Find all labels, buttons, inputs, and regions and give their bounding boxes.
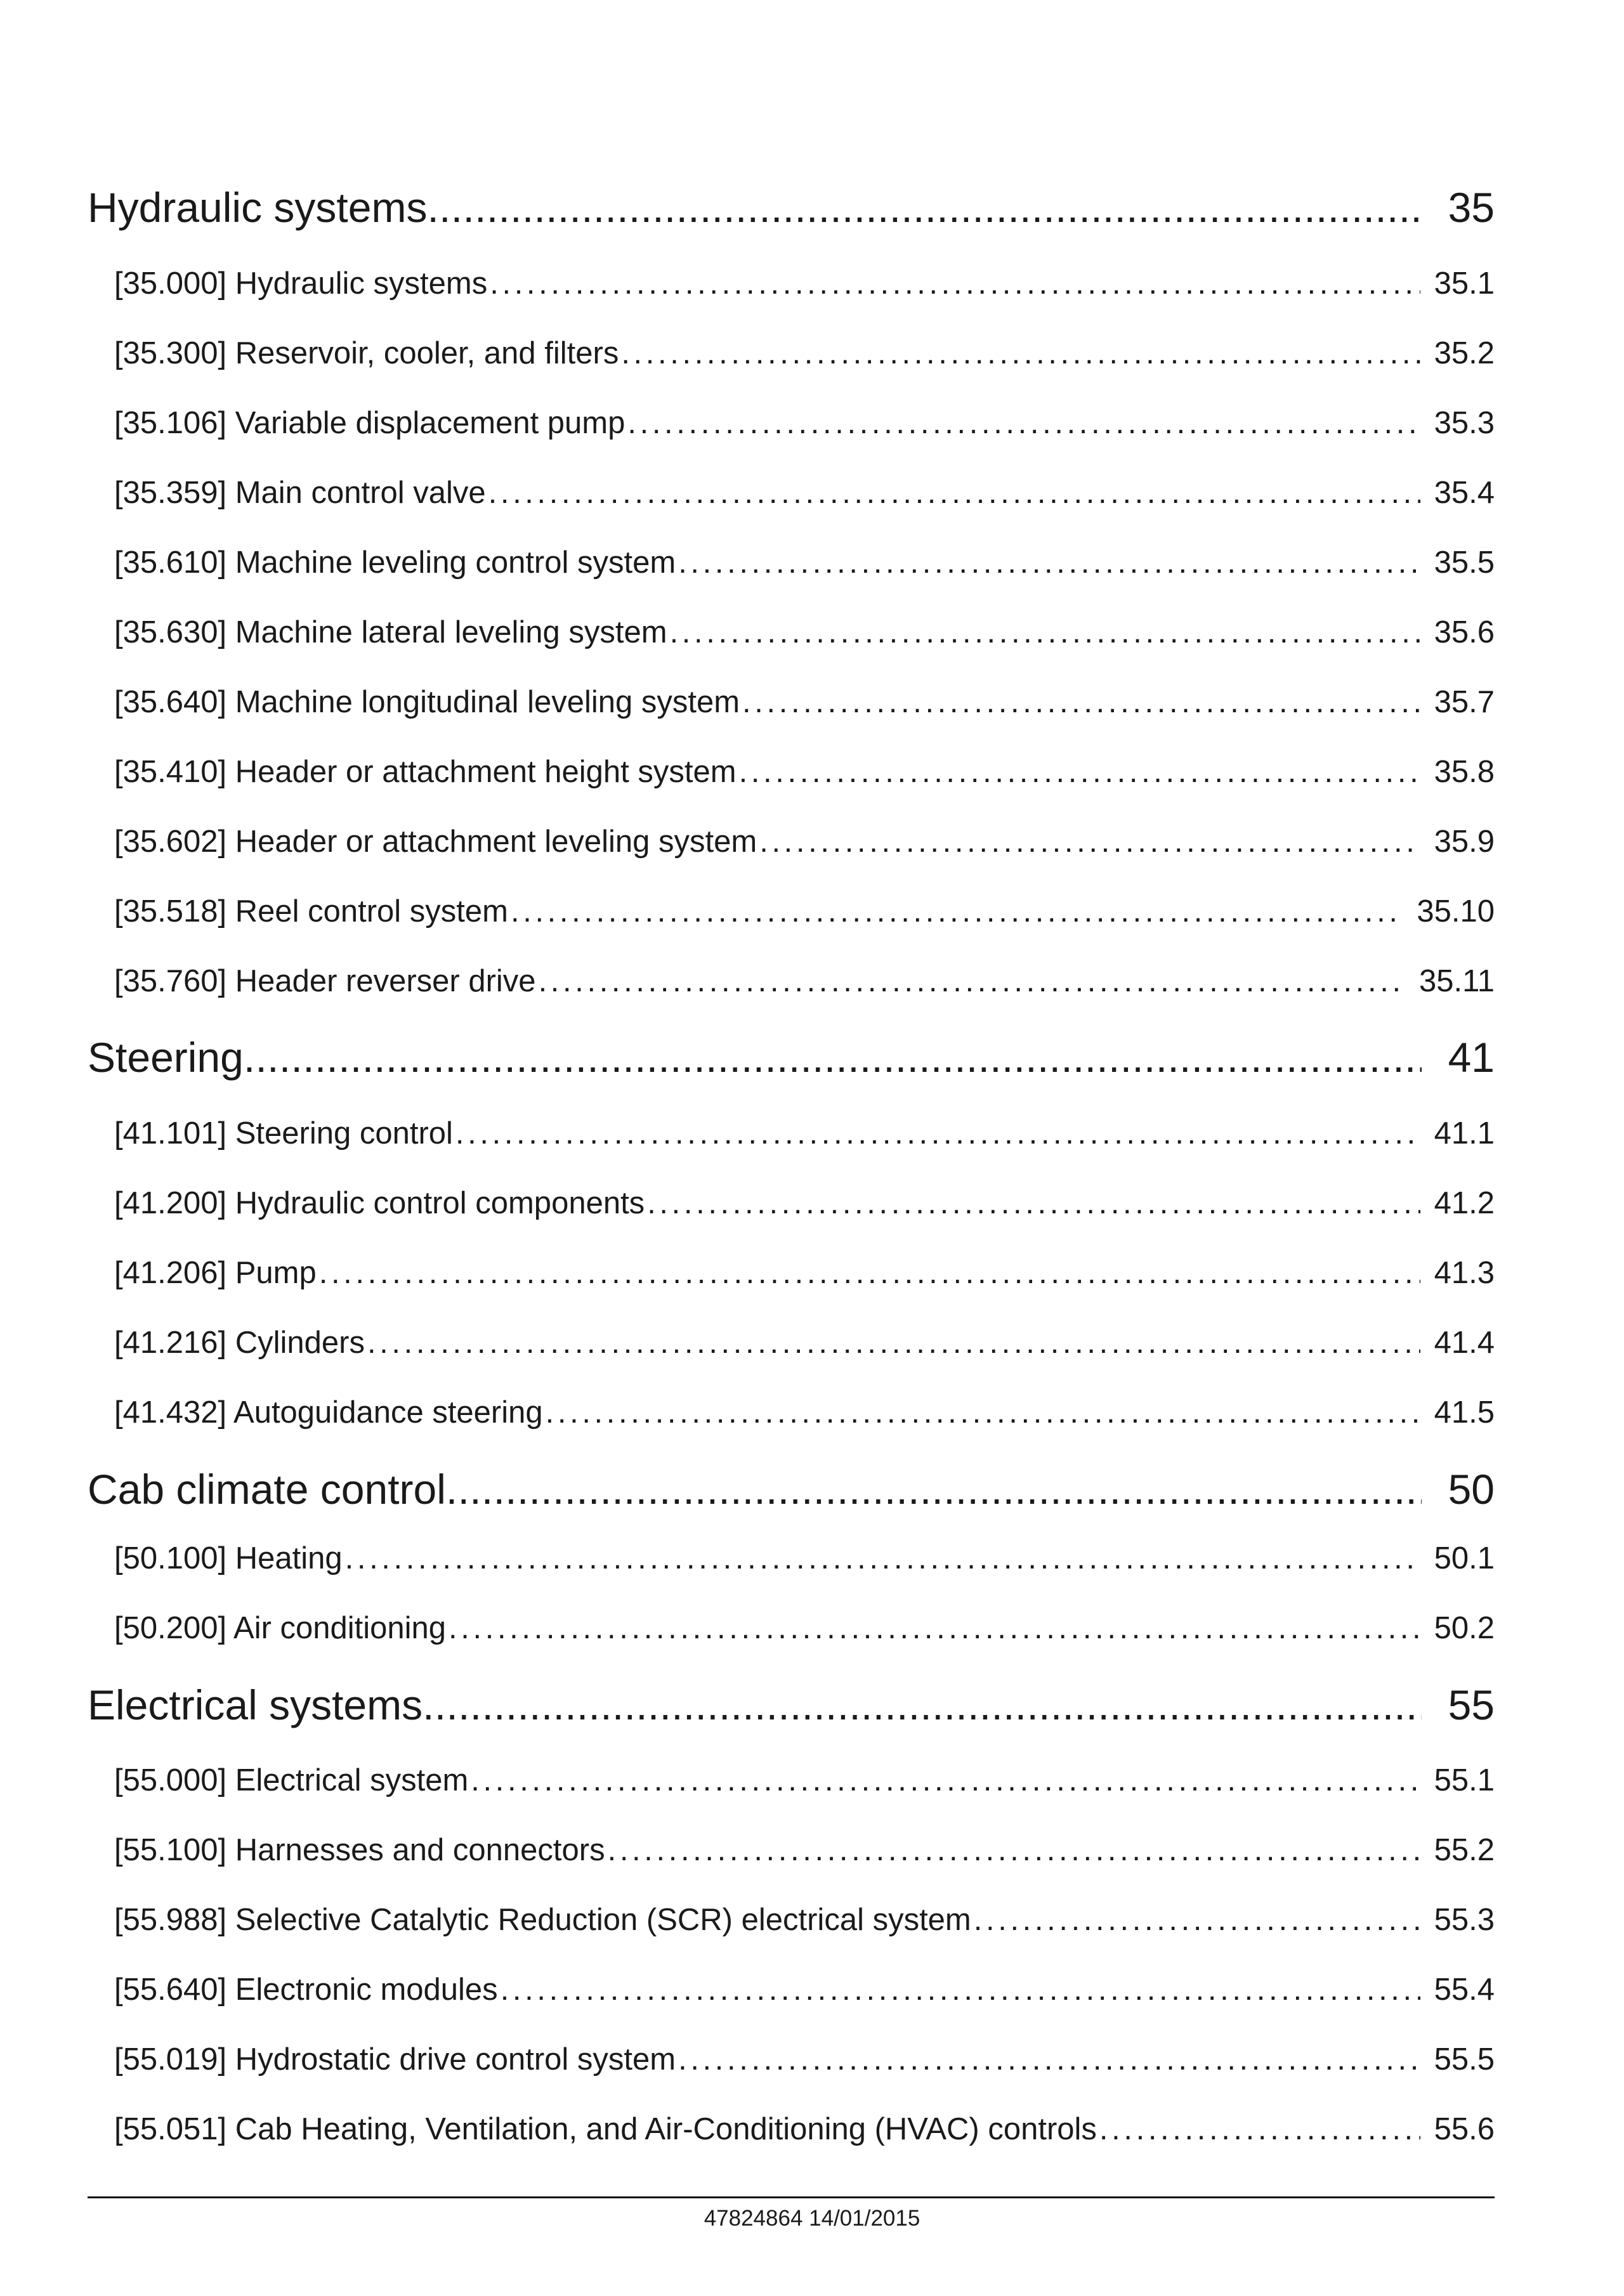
toc-entry-page: 35.3 <box>1434 406 1495 440</box>
dot-leader <box>468 1758 1420 1803</box>
toc-section-title: Electrical systems <box>88 1681 423 1728</box>
toc-entry-title: [55.100] Harnesses and connectors <box>114 1833 605 1867</box>
toc-entry-title: [41.101] Steering control <box>114 1116 453 1151</box>
toc-entry[interactable] <box>114 610 1495 655</box>
dot-leader <box>536 959 1405 1003</box>
dot-leader <box>343 1536 1420 1581</box>
toc-entry-page: 55.3 <box>1434 1903 1495 1937</box>
toc-entry[interactable] <box>114 1390 1495 1435</box>
toc-entry-page: 41.4 <box>1434 1326 1495 1360</box>
dot-leader <box>498 1967 1420 2012</box>
toc-entry-title: [35.000] Hydraulic systems <box>114 266 488 301</box>
toc-section-cab-climate-control[interactable] <box>88 1461 1495 1518</box>
dot-leader <box>676 540 1420 585</box>
toc-entry[interactable] <box>114 540 1495 585</box>
dot-leader <box>486 471 1420 515</box>
toc-entry[interactable] <box>114 401 1495 445</box>
toc-entry-title: [55.640] Electronic modules <box>114 1973 498 2007</box>
toc-entry-page: 55.1 <box>1434 1763 1495 1797</box>
dot-leader <box>737 750 1420 794</box>
toc-entry[interactable] <box>114 959 1495 1003</box>
toc-entry-title: [41.200] Hydraulic control components <box>114 1186 645 1220</box>
toc-entry-title: [35.602] Header or attachment leveling system <box>114 825 757 859</box>
toc-entry-page: 35.10 <box>1417 894 1495 929</box>
toc-entry-title: [35.760] Header reverser drive <box>114 964 536 998</box>
dot-leader <box>446 1606 1420 1650</box>
dot-leader <box>453 1111 1420 1156</box>
dot-leader <box>645 1181 1420 1225</box>
dot-leader <box>543 1390 1420 1435</box>
dot-leader <box>619 331 1420 375</box>
toc-entry[interactable] <box>114 750 1495 794</box>
toc-entry-title: [41.206] Pump <box>114 1256 317 1290</box>
toc-entry[interactable] <box>114 1181 1495 1225</box>
toc-entry-page: 55.4 <box>1434 1973 1495 2007</box>
toc-entry-page: 35.5 <box>1434 545 1495 580</box>
toc-entry-title: [35.610] Machine leveling control system <box>114 545 676 580</box>
dot-leader <box>508 889 1403 934</box>
dot-leader <box>1097 2107 1420 2151</box>
dot-leader <box>676 2037 1420 2082</box>
toc-entry-title: [55.988] Selective Catalytic Reduction (SCR) electrical system <box>114 1903 971 1937</box>
dot-leader <box>667 610 1420 655</box>
toc-entry-page: 35.6 <box>1434 615 1495 649</box>
toc-entry-page: 35.2 <box>1434 336 1495 370</box>
toc-entry[interactable] <box>114 471 1495 515</box>
toc-section-electrical-systems[interactable] <box>88 1676 1495 1733</box>
toc-entry-page: 35.11 <box>1419 964 1495 998</box>
toc-entry[interactable] <box>114 1606 1495 1650</box>
toc-entry-page: 35.9 <box>1434 825 1495 859</box>
toc-entry-page: 35.1 <box>1434 266 1495 301</box>
toc-entry-title: [55.051] Cab Heating, Ventilation, and Air-Conditioning (HVAC) controls <box>114 2112 1097 2146</box>
dot-leader <box>757 819 1420 864</box>
toc-entry[interactable] <box>114 1251 1495 1295</box>
toc-section-page: 55 <box>1448 1681 1495 1728</box>
toc-section-hydraulic-systems[interactable] <box>88 179 1495 236</box>
toc-entry-page: 41.3 <box>1434 1256 1495 1290</box>
toc-entry[interactable] <box>114 2107 1495 2151</box>
toc-section-steering[interactable] <box>88 1029 1495 1086</box>
toc-entry-page: 35.4 <box>1434 476 1495 510</box>
toc-section-page: 50 <box>1448 1466 1495 1513</box>
toc-entry[interactable] <box>114 1828 1495 1872</box>
dot-leader <box>365 1321 1420 1365</box>
toc-entry-title: [35.106] Variable displacement pump <box>114 406 625 440</box>
toc-entry[interactable] <box>114 331 1495 375</box>
toc-entry[interactable] <box>114 2037 1495 2082</box>
toc-entry[interactable] <box>114 1758 1495 1803</box>
toc-entry[interactable] <box>114 261 1495 306</box>
toc-section-page: 41 <box>1448 1034 1495 1081</box>
dot-leader <box>317 1251 1420 1295</box>
dot-leader <box>427 179 1421 236</box>
toc-entry-title: [50.100] Heating <box>114 1541 343 1575</box>
footer-rule <box>88 2196 1495 2198</box>
toc-section-title: Hydraulic systems <box>88 184 428 231</box>
toc-entry-title: [50.200] Air conditioning <box>114 1611 447 1645</box>
toc-entry[interactable] <box>114 1111 1495 1156</box>
toc-entry-title: [35.410] Header or attachment height system <box>114 755 737 789</box>
toc-entry-title: [35.640] Machine longitudinal leveling system <box>114 685 740 719</box>
footer-doc-id-date: 47824864 14/01/2015 <box>704 2206 920 2231</box>
toc-section-page: 35 <box>1448 184 1495 231</box>
dot-leader <box>422 1676 1421 1733</box>
toc-entry-page: 55.2 <box>1434 1833 1495 1867</box>
toc-entry-page: 41.5 <box>1434 1395 1495 1430</box>
toc-entry[interactable] <box>114 889 1495 934</box>
toc-section-title: Cab climate control <box>88 1466 446 1513</box>
toc-entry[interactable] <box>114 680 1495 724</box>
toc-entry-title: [35.630] Machine lateral leveling system <box>114 615 667 649</box>
toc-entry-page: 50.1 <box>1434 1541 1495 1575</box>
toc-entry-title: [41.432] Autoguidance steering <box>114 1395 543 1430</box>
toc-entry[interactable] <box>114 1321 1495 1365</box>
toc-entry[interactable] <box>114 1898 1495 1942</box>
dot-leader <box>244 1029 1422 1086</box>
toc-entry-page: 55.5 <box>1434 2042 1495 2077</box>
toc-entry[interactable] <box>114 819 1495 864</box>
toc-entry[interactable] <box>114 1536 1495 1581</box>
toc-entry-page: 55.6 <box>1434 2112 1495 2146</box>
toc-entry-page: 41.1 <box>1434 1116 1495 1151</box>
toc-section-title: Steering <box>88 1034 244 1081</box>
toc-entry-title: [55.000] Electrical system <box>114 1763 469 1797</box>
toc-entry-title: [35.300] Reservoir, cooler, and filters <box>114 336 619 370</box>
dot-leader <box>487 261 1420 306</box>
toc-entry[interactable] <box>114 1967 1495 2012</box>
dot-leader <box>971 1898 1420 1942</box>
dot-leader <box>740 680 1420 724</box>
toc-entry-page: 50.2 <box>1434 1611 1495 1645</box>
dot-leader <box>625 401 1420 445</box>
dot-leader <box>446 1461 1422 1518</box>
toc-entry-page: 35.8 <box>1434 755 1495 789</box>
toc-entry-title: [41.216] Cylinders <box>114 1326 365 1360</box>
toc-entry-title: [55.019] Hydrostatic drive control system <box>114 2042 676 2077</box>
toc-entry-page: 41.2 <box>1434 1186 1495 1220</box>
toc-entry-page: 35.7 <box>1434 685 1495 719</box>
toc-entry-title: [35.518] Reel control system <box>114 894 508 929</box>
toc-entry-title: [35.359] Main control valve <box>114 476 486 510</box>
dot-leader <box>605 1828 1420 1872</box>
